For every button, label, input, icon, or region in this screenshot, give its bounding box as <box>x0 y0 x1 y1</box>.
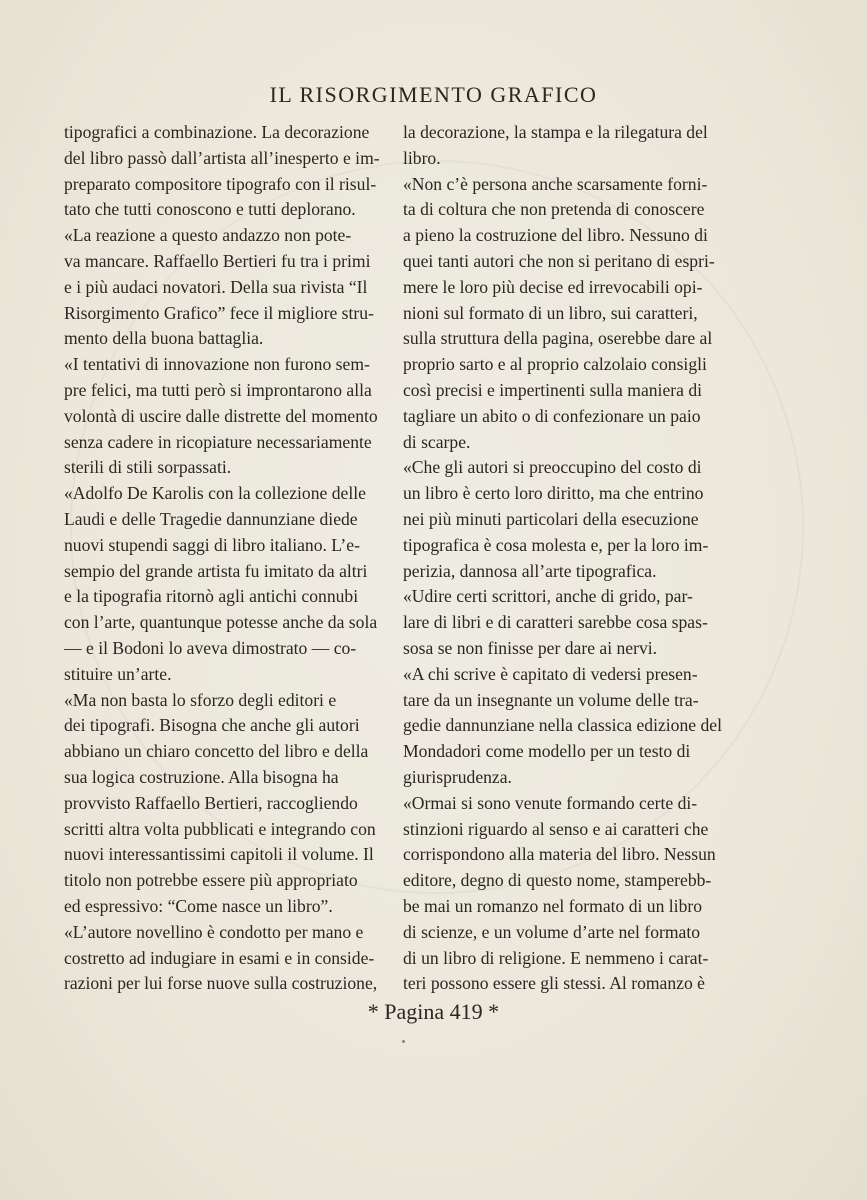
text-line: corrispondono alla materia del libro. Nessun <box>403 844 716 865</box>
text-line: di scarpe. <box>403 431 471 452</box>
text-line: teri possono essere gli stessi. Al romanzo è <box>403 973 705 994</box>
text-line: del libro passò dall’artista all’inesperto e im- <box>64 147 380 168</box>
text-line: razioni per lui forse nuove sulla costruzione, <box>64 973 378 994</box>
text-line: nuovi stupendi saggi di libro italiano. L’e- <box>64 534 360 555</box>
text-line: così precisi e impertinenti sulla maniera di <box>403 379 702 400</box>
text-line: la decorazione, la stampa e la rilegatura del <box>403 122 708 142</box>
text-line: tare da un insegnante un volume delle tra- <box>403 689 699 710</box>
text-line: «Ormai si sono venute formando certe di- <box>403 792 698 813</box>
text-line: di un libro di religione. E nemmeno i carat- <box>403 947 709 968</box>
text-line: tato che tutti conoscono e tutti deplorano. <box>64 199 356 220</box>
text-line: nuovi interessantissimi capitoli il volume. Il <box>64 844 374 865</box>
text-line: scritti altra volta pubblicati e integrando con <box>64 818 376 839</box>
text-line: dei tipografi. Bisogna che anche gli autori <box>64 715 360 736</box>
text-line: pre felici, ma tutti però si improntarono alla <box>64 379 372 400</box>
text-line: «Ma non basta lo sforzo degli editori e <box>64 689 337 710</box>
text-line: «I tentativi di innovazione non furono sem- <box>64 354 370 375</box>
page-number: * Pagina 419 * <box>367 999 500 1024</box>
text-line: volontà di uscire dalle distrette del momento <box>64 405 378 426</box>
text-line: «Che gli autori si preoccupino del costo di <box>403 457 702 478</box>
right-text-column <box>403 120 722 997</box>
text-line: be mai un romanzo nel formato di un libro <box>403 895 703 916</box>
text-line: giurisprudenza. <box>403 766 512 787</box>
text-line: preparato compositore tipografo con il risul- <box>64 173 377 194</box>
text-line: sulla struttura della pagina, oserebbe dare al <box>403 328 713 349</box>
text-line: libro. <box>403 147 441 168</box>
text-line: «A chi scrive è capitato di vedersi presen- <box>403 663 698 684</box>
text-line: a pieno la costruzione del libro. Nessuno di <box>403 225 708 246</box>
text-line: editore, degno di questo nome, stamperebb- <box>403 870 712 891</box>
text-line: di scienze, e un volume d’arte nel formato <box>403 921 701 942</box>
text-line: e la tipografia ritornò agli antichi connubi <box>64 586 359 607</box>
text-line: «L’autore novellino è condotto per mano e <box>64 921 364 942</box>
text-line: sua logica costruzione. Alla bisogna ha <box>64 766 339 787</box>
text-line: abbiano un chiaro concetto del libro e della <box>64 741 369 762</box>
text-line: tipografici a combinazione. La decorazione <box>64 122 370 142</box>
text-line: stituire un’arte. <box>64 663 172 684</box>
text-line: nei più minuti particolari della esecuzione <box>403 508 699 529</box>
text-line: lare di libri e di caratteri sarebbe cosa spas- <box>403 612 708 633</box>
text-line: — e il Bodoni lo aveva dimostrato — co- <box>64 637 357 658</box>
text-line: nioni sul formato di un libro, sui caratteri, <box>403 302 698 323</box>
text-line: e i più audaci novatori. Della sua rivista “Il <box>64 276 368 297</box>
text-line: Risorgimento Grafico” fece il migliore stru- <box>64 302 374 323</box>
text-line: Mondadori come modello per un testo di <box>403 741 691 762</box>
text-line: tipografica è cosa molesta e, per la loro im- <box>403 534 709 555</box>
text-line: sterili di stili sorpassati. <box>64 457 232 478</box>
text-line: «Non c’è persona anche scarsamente forni- <box>403 173 708 194</box>
text-line: proprio sarto e al proprio calzolaio consigli <box>403 354 707 375</box>
text-line: stinzioni riguardo al senso e ai caratteri che <box>403 818 709 839</box>
text-line: va mancare. Raffaello Bertieri fu tra i primi <box>64 250 371 271</box>
text-line: gedie dannunziane nella classica edizione del <box>403 715 722 736</box>
text-line: mento della buona battaglia. <box>64 328 264 349</box>
ink-speck <box>402 1040 405 1043</box>
text-line: «Adolfo De Karolis con la collezione delle <box>64 483 366 504</box>
text-line: sempio del grande artista fu imitato da altri <box>64 560 368 581</box>
text-line: senza cadere in ricopiature necessariamente <box>64 431 372 452</box>
text-line: «La reazione a questo andazzo non pote- <box>64 225 352 246</box>
text-line: quei tanti autori che non si peritano di espri- <box>403 250 715 271</box>
text-line: provvisto Raffaello Bertieri, raccogliendo <box>64 792 358 813</box>
text-line: tagliare un abito o di confezionare un paio <box>403 405 701 426</box>
text-line: costretto ad indugiare in esami e in conside- <box>64 947 375 968</box>
running-head: IL RISORGIMENTO GRAFICO <box>269 82 598 107</box>
text-line: «Udire certi scrittori, anche di grido, par- <box>403 586 693 607</box>
text-line: perizia, dannosa all’arte tipografica. <box>403 560 657 581</box>
text-line: ed espressivo: “Come nasce un libro”. <box>64 895 333 916</box>
text-line: Laudi e delle Tragedie dannunziane diede <box>64 508 358 529</box>
text-line: titolo non potrebbe essere più appropriato <box>64 870 358 891</box>
text-line: con l’arte, quantunque potesse anche da sola <box>64 612 378 633</box>
text-line: mere le loro più decise ed irrevocabili opi- <box>403 276 703 297</box>
text-line: ta di coltura che non pretenda di conoscere <box>403 199 705 220</box>
text-line: sosa se non finisse per dare ai nervi. <box>403 637 658 658</box>
left-text-column <box>64 120 380 997</box>
text-line: un libro è certo loro diritto, ma che entrino <box>403 483 704 504</box>
